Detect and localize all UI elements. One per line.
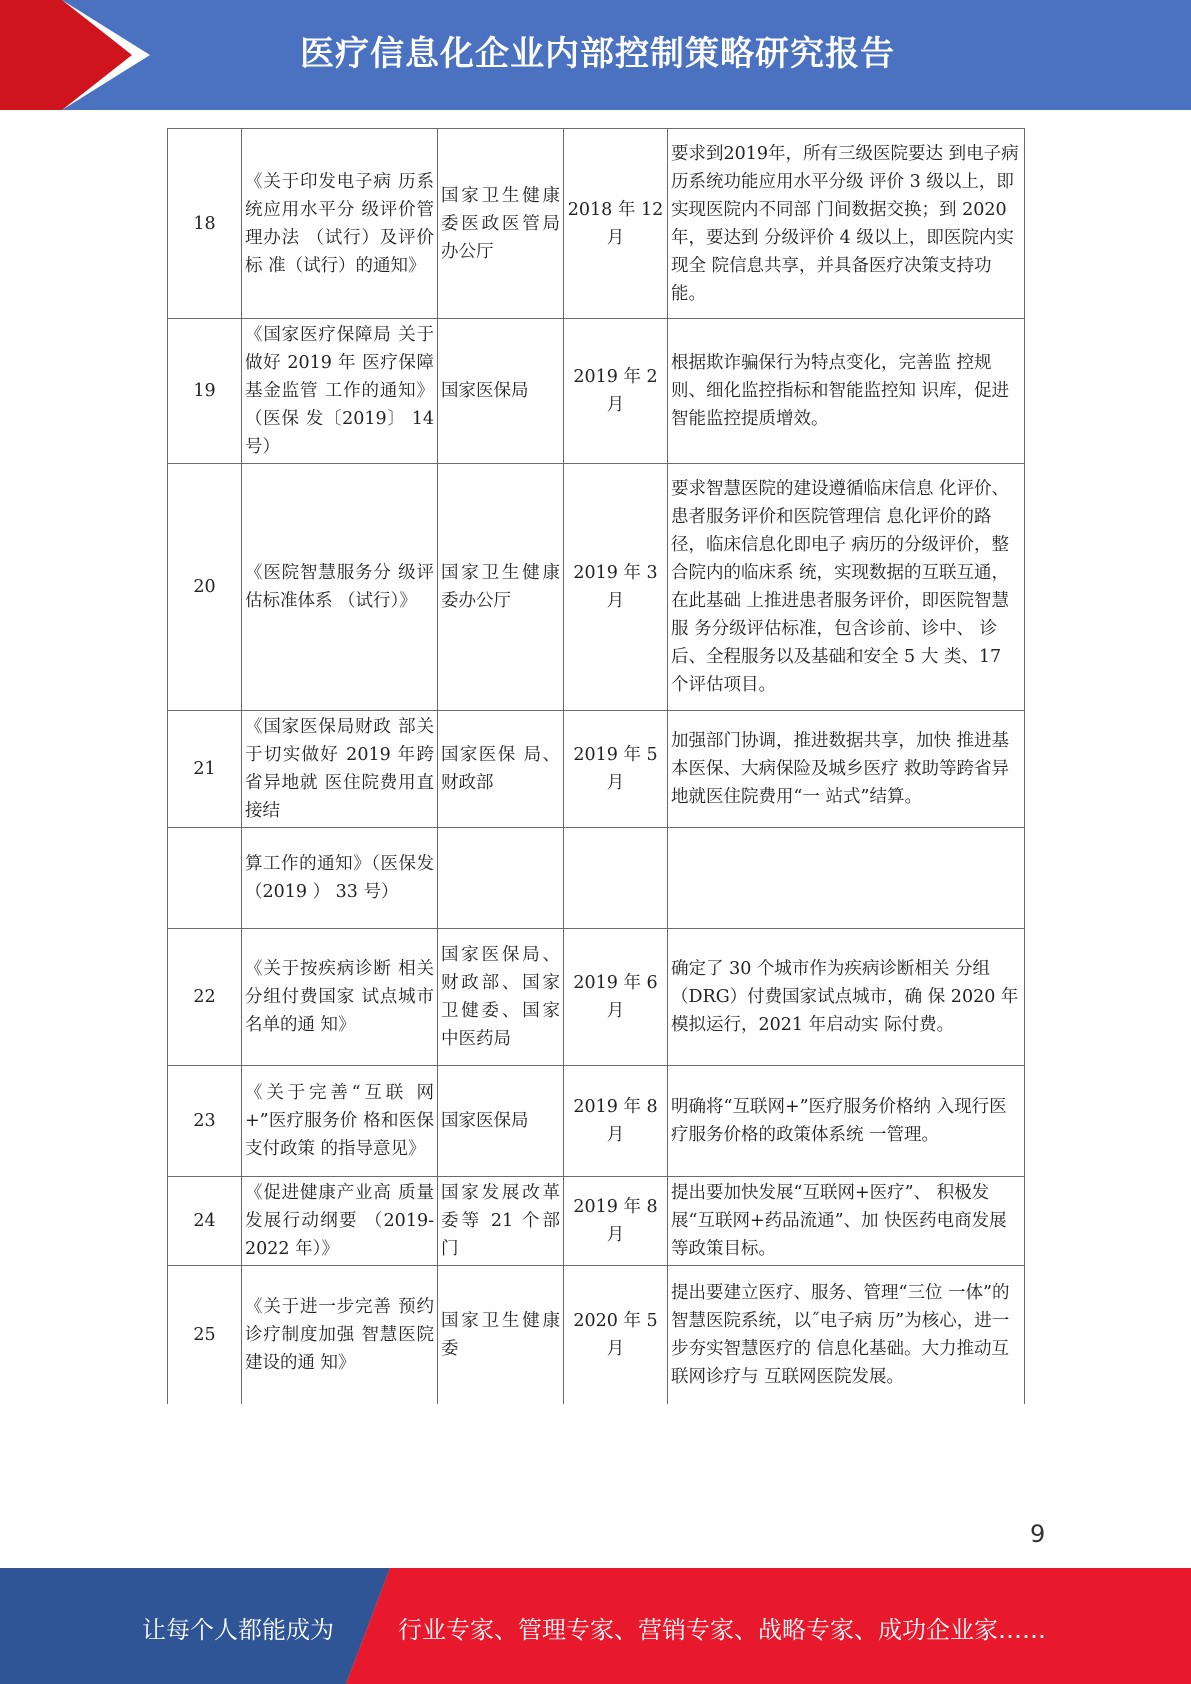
issue-date: 2019 年 5 月 [564,711,668,828]
document-name: 算工作的通知》（医保发（2019 ） 33 号） [242,828,438,929]
table-row [168,129,1025,319]
issuing-agency: 国家医保局、财政部、国家卫健委、国家中医药局 [438,929,564,1066]
issue-date: 2019 年 8 月 [564,1177,668,1266]
issuing-agency: 国家医保局 [438,1066,564,1177]
page-footer [0,1568,1191,1684]
table-row [168,1177,1025,1266]
footer-slogan-left: 让每个人都能成为 [142,1616,334,1644]
issue-date: 2018 年 12 月 [564,129,668,319]
row-number [168,828,242,929]
issue-date: 2019 年 3 月 [564,464,668,711]
document-name: 《关于印发电子病 历系统应用水平分 级评价管理办法 （试行）及评价标 准（试行）的通知》 [242,129,438,319]
issue-date [564,828,668,929]
table-row [168,711,1025,828]
policy-content: 确定了 30 个城市作为疾病诊断相关 分组（DRG）付费国家试点城市，确 保 2020 年模拟运行，2021 年启动实 际付费。 [668,929,1025,1066]
policy-table [167,128,1025,1404]
footer-slogan-right: 行业专家、管理专家、营销专家、战略专家、成功企业家…… [398,1616,1046,1644]
issuing-agency: 国家卫生健康委办公厅 [438,464,564,711]
row-number: 23 [168,1066,242,1177]
document-name: 《关于按疾病诊断 相关分组付费国家 试点城市名单的通 知》 [242,929,438,1066]
header-arrow-decoration [0,0,160,110]
policy-content: 要求到2019年，所有三级医院要达 到电子病历系统功能应用水平分级 评价 3 级以上，即实现医院内不同部 门间数据交换；到 2020 年，要达到 分级评价 4 级以上，即医院内实现全 院信息共享，并具备医疗决策支持功 能。 [668,129,1025,319]
policy-content: 加强部门协调，推进数据共享，加快 推进基本医保、大病保险及城乡医疗 救助等跨省异地就医住院费用“一 站式”结算。 [668,711,1025,828]
report-title: 医疗信息化企业内部控制策略研究报告 [300,34,895,74]
row-number: 20 [168,464,242,711]
row-number: 18 [168,129,242,319]
issue-date: 2019 年 8 月 [564,1066,668,1177]
policy-content: 要求智慧医院的建设遵循临床信息 化评价、患者服务评价和医院管理信 息化评价的路径，临床信息化即电子 病历的分级评价，整合院内的临床系 统，实现数据的互联互通，在此基础 上推进患者服务评价，即医院智慧服 务分级评估标准，包含诊前、诊中、 诊后、全程服务以及基础和安全 5 大 类、17 个评估项目。 [668,464,1025,711]
policy-content: 提出要建立医疗、服务、管理“三位 一体”的智慧医院系统，以˝电子病 历”为核心，进一步夯实智慧医疗的 信息化基础。大力推动互联网诊疗与 互联网医院发展。 [668,1266,1025,1404]
policy-content [668,828,1025,929]
issue-date: 2019 年 6 月 [564,929,668,1066]
row-number: 24 [168,1177,242,1266]
policy-content: 提出要加快发展“互联网+医疗”、 积极发展“互联网+药品流通”、加 快医药电商发展等政策目标。 [668,1177,1025,1266]
issuing-agency: 国家医保局 [438,319,564,464]
policy-content: 根据欺诈骗保行为特点变化，完善监 控规则、细化监控指标和智能监控知 识库，促进智能监控提质增效。 [668,319,1025,464]
document-name: 《关于进一步完善 预约诊疗制度加强 智慧医院建设的通 知》 [242,1266,438,1404]
issuing-agency: 国家卫生健康委 [438,1266,564,1404]
issuing-agency: 国家发展改革委等 21 个部门 [438,1177,564,1266]
document-name: 《促进健康产业高 质量发展行动纲要 （2019-2022 年）》 [242,1177,438,1266]
policy-content: 明确将“互联网+”医疗服务价格纳 入现行医疗服务价格的政策体系统 一管理。 [668,1066,1025,1177]
table-row [168,1066,1025,1177]
issue-date: 2019 年 2 月 [564,319,668,464]
issuing-agency [438,828,564,929]
issuing-agency: 国家医保 局、财政部 [438,711,564,828]
policy-table-container [167,128,1024,1404]
row-number: 19 [168,319,242,464]
table-row [168,319,1025,464]
document-name: 《国家医疗保障局 关于做好 2019 年 医疗保障基金监管 工作的通知》（医保 发〔2019〕 14 号） [242,319,438,464]
table-row [168,828,1025,929]
issuing-agency: 国家卫生健康委医政医管局办公厅 [438,129,564,319]
issue-date: 2020 年 5 月 [564,1266,668,1404]
table-row [168,929,1025,1066]
row-number: 21 [168,711,242,828]
row-number: 22 [168,929,242,1066]
document-name: 《国家医保局财政 部关于切实做好 2019 年跨省异地就 医住院费用直接结 [242,711,438,828]
page-number: 9 [1030,1520,1046,1548]
row-number: 25 [168,1266,242,1404]
document-name: 《关于完善“互联 网+”医疗服务价 格和医保支付政策 的指导意见》 [242,1066,438,1177]
table-row [168,1266,1025,1404]
page-header [0,0,1191,110]
table-row [168,464,1025,711]
document-name: 《医院智慧服务分 级评估标准体系 （试行）》 [242,464,438,711]
